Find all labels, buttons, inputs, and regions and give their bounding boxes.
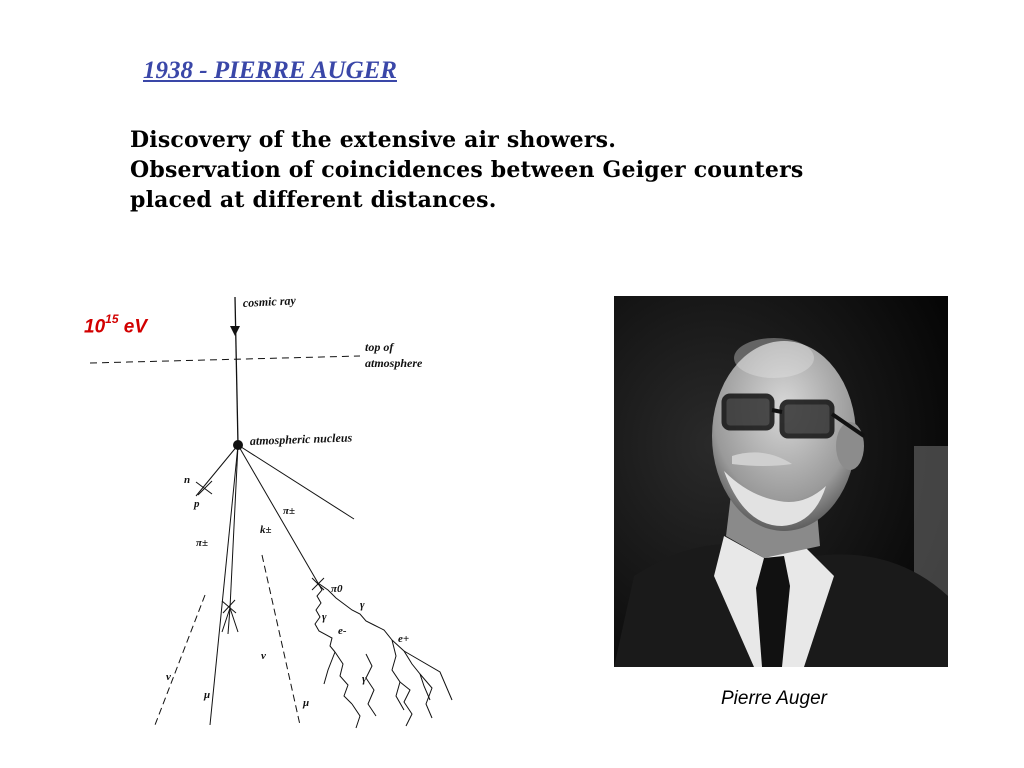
pi0-label: π0 — [331, 583, 343, 595]
pi-left-label: π± — [196, 537, 209, 549]
gamma-label-1: γ — [322, 611, 327, 623]
nu-label-1: ν — [166, 671, 171, 683]
top-of-label: top of — [365, 340, 394, 354]
pierre-auger-photo — [614, 296, 948, 667]
gamma-label-3: γ — [362, 673, 367, 685]
portrait-illustration — [614, 296, 948, 667]
cosmic-ray-label: cosmic ray — [242, 293, 297, 310]
energy-unit: eV — [123, 316, 148, 338]
energy-exponent: 15 — [105, 312, 119, 326]
cosmic-ray-arrowhead — [230, 326, 240, 336]
nucleus-label: atmospheric nucleus — [249, 430, 353, 448]
description-line-1: Discovery of the extensive air showers. — [130, 127, 617, 153]
slide-title: 1938 - PIERRE AUGER — [143, 57, 397, 84]
n-label: n — [184, 474, 191, 486]
mu-label-2: μ — [303, 697, 310, 709]
description — [130, 125, 890, 215]
e-plus-label: e+ — [398, 633, 410, 645]
description-line-2: Observation of coincidences between Geiger counters — [130, 157, 804, 183]
p-label: p — [194, 498, 200, 510]
k-label: k± — [260, 524, 272, 536]
atmosphere-line — [90, 356, 360, 363]
photo-caption: Pierre Auger — [721, 688, 827, 709]
e-minus-label: e- — [338, 625, 347, 637]
nu-label-2: ν — [261, 650, 266, 662]
description-line-3: placed at different distances. — [130, 187, 497, 213]
air-shower-diagram — [0, 280, 480, 740]
shower-tracks — [155, 445, 452, 728]
atmosphere-label: atmosphere — [365, 356, 423, 370]
cosmic-ray-line — [235, 297, 238, 445]
energy-base: 10 — [84, 316, 106, 338]
pi-right-label: π± — [283, 505, 296, 517]
gamma-label-2: γ — [360, 599, 365, 611]
mu-label-1: μ — [204, 689, 211, 701]
